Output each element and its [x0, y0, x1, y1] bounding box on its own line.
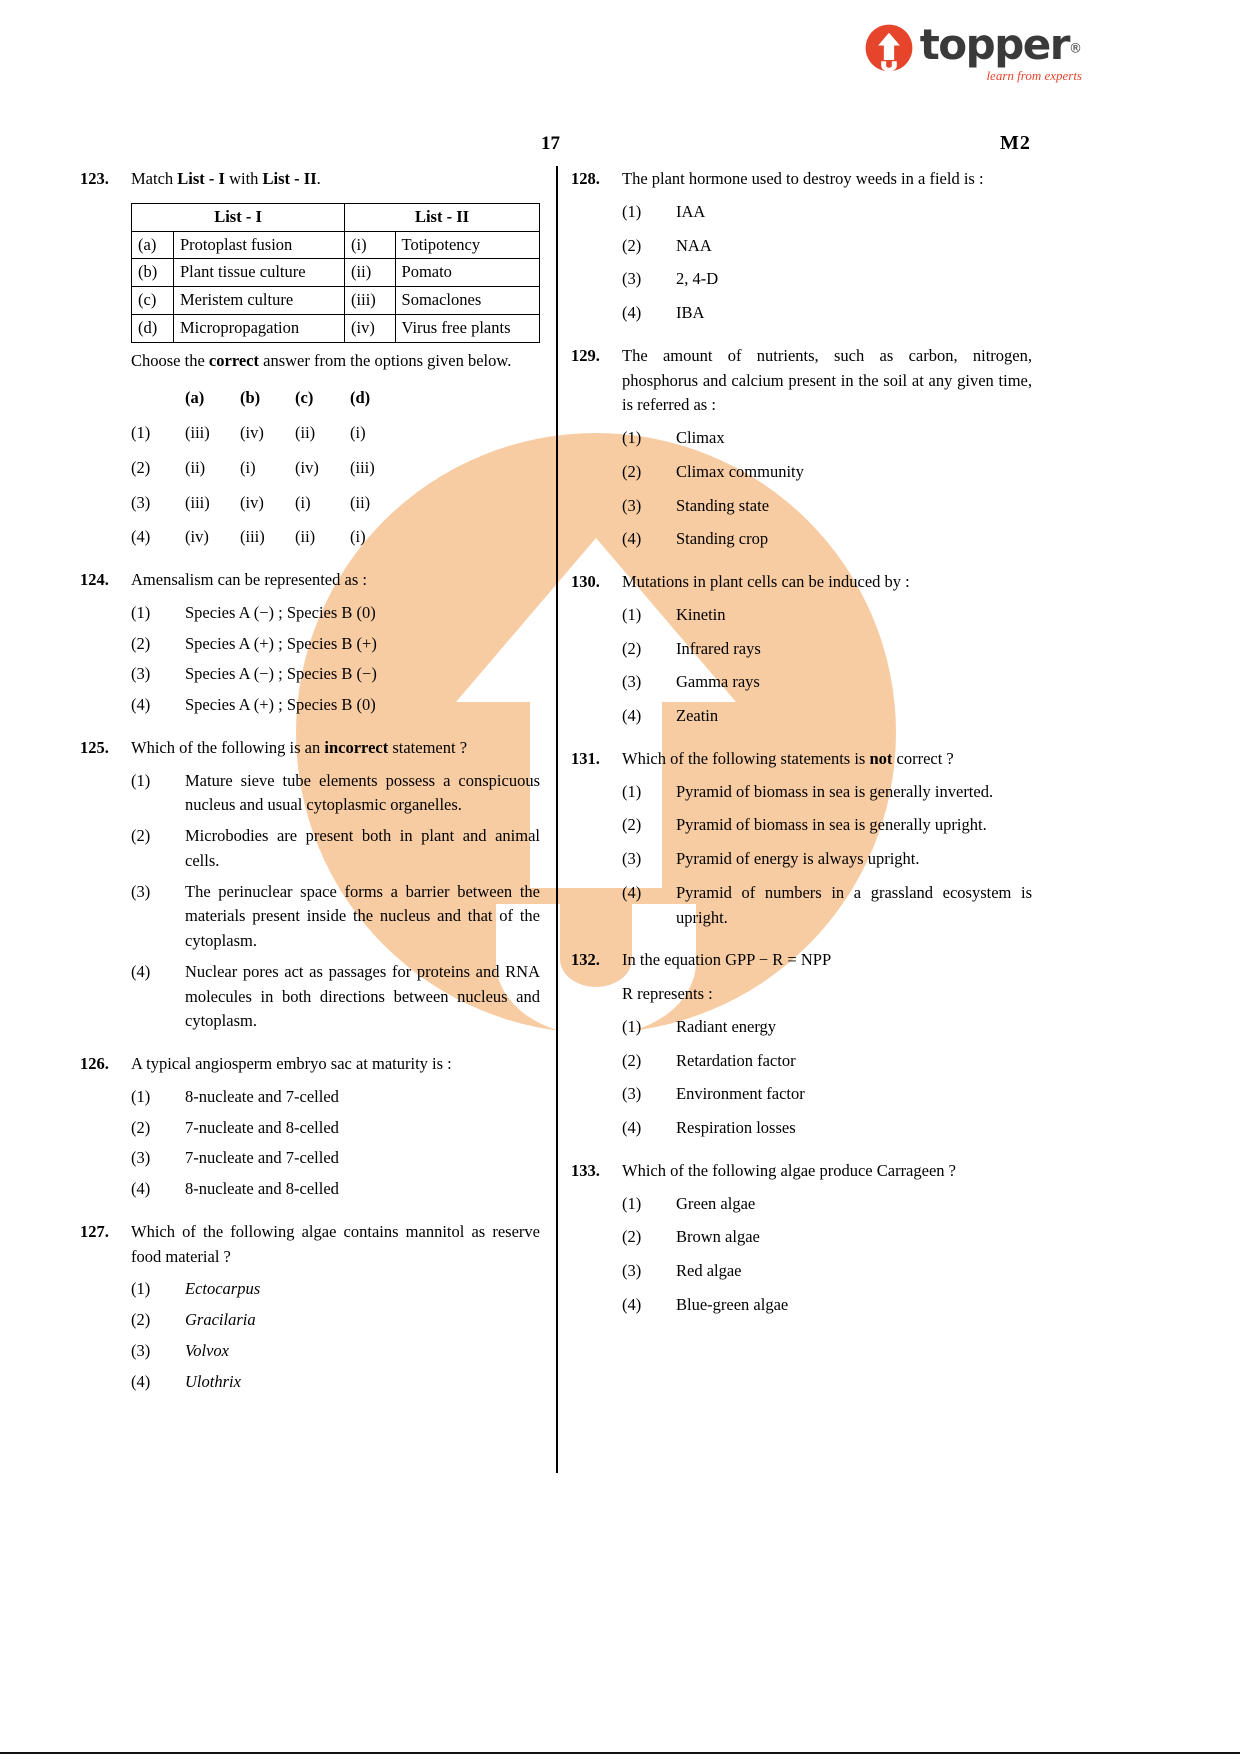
option: [131, 880, 540, 954]
option-number: (4): [622, 529, 642, 549]
question-number: 124.: [80, 570, 109, 589]
list1-item: Protoplast fusion: [174, 231, 345, 259]
list2-item: Virus free plants: [395, 314, 539, 342]
option-number: (2): [131, 826, 151, 845]
grid-cell: (ii): [350, 492, 371, 512]
row-label: (a): [132, 231, 174, 259]
grid-header: (c): [295, 388, 314, 408]
brand-text-block: [919, 20, 1082, 83]
table-head: [132, 203, 540, 231]
option-number: (1): [131, 602, 151, 622]
option-text: Pyramid of biomass in sea is generally inverted.: [676, 781, 994, 801]
text-run: statement ?: [388, 737, 468, 757]
grid-cell: (ii): [295, 527, 316, 547]
option: [622, 426, 1032, 451]
question-131: [571, 747, 1032, 931]
options-list: [622, 1192, 1032, 1318]
option-number: (4): [622, 706, 642, 725]
option: [131, 1308, 540, 1333]
text-run: Choose the: [131, 350, 209, 370]
option-number: (3): [622, 1261, 642, 1280]
option-text: Infrared rays: [676, 638, 761, 658]
option: [622, 780, 1032, 805]
options-list: [622, 1015, 1032, 1141]
option-text: Environment factor: [676, 1084, 805, 1104]
option-text: Red algae: [676, 1261, 742, 1280]
question-head: [571, 570, 1032, 595]
question-130: [571, 570, 1032, 729]
table-row: [132, 231, 540, 259]
option: [622, 460, 1032, 485]
option: [622, 527, 1032, 552]
option-number: (3): [131, 881, 151, 901]
question-129: [571, 344, 1032, 552]
text-run-bold: List - II: [262, 169, 317, 188]
list1-item: Plant tissue culture: [174, 259, 345, 287]
brand-logo: [865, 20, 1082, 83]
option-text: Nuclear pores act as passages for proteins and RNA molecules in both directions between nucleus and cytoplasm.: [185, 961, 540, 1031]
grid-cell: (iii): [240, 527, 265, 547]
question-number: 130.: [571, 572, 600, 591]
option-text: Gracilaria: [185, 1310, 256, 1329]
question-text: [131, 736, 540, 761]
option-text: IAA: [676, 201, 706, 221]
option-text: Standing state: [676, 495, 770, 515]
option-number: (2): [131, 1310, 151, 1329]
option: [622, 1049, 1032, 1074]
option-number: (1): [622, 201, 642, 221]
option-text: Radiant energy: [676, 1016, 777, 1036]
grid-header: (b): [240, 388, 261, 408]
option: [622, 234, 1032, 259]
brand-tagline: learn from experts: [986, 67, 1082, 83]
brand-name: topper: [919, 20, 1069, 69]
option: [622, 603, 1032, 628]
option-number: (3): [622, 672, 642, 692]
option: [131, 769, 540, 819]
question-head: [80, 167, 540, 192]
options-list: [622, 603, 1032, 729]
grid-cell: (iv): [185, 527, 209, 547]
option-number: (1): [131, 1279, 151, 1299]
option-number: (1): [622, 781, 642, 801]
list2-item: Somaclones: [395, 287, 539, 315]
option-number: (2): [622, 638, 642, 658]
list2-item: Totipotency: [395, 231, 539, 259]
list2-item: Pomato: [395, 259, 539, 287]
question-head: [571, 948, 1032, 973]
question-text: Amensalism can be represented as :: [131, 570, 367, 589]
question-125: [80, 736, 540, 1034]
option-number: (2): [622, 1050, 642, 1070]
column-divider: [556, 166, 558, 1473]
grid-cell: (iii): [185, 492, 210, 512]
question-128: [571, 167, 1032, 326]
question-head: [80, 1052, 540, 1077]
option-number: (1): [131, 1086, 151, 1106]
option: [622, 301, 1032, 326]
option: [622, 1082, 1032, 1107]
roman-label: (iv): [345, 314, 395, 342]
table-header-row: [132, 203, 540, 231]
text-run: with: [224, 169, 263, 188]
option: [131, 1085, 540, 1110]
option-text: Microbodies are present both in plant and animal cells.: [185, 826, 540, 870]
option-text: Species A (−) ; Species B (0): [185, 602, 376, 622]
option: [622, 1259, 1032, 1284]
option-text: NAA: [676, 235, 712, 255]
text-run: Match: [131, 169, 178, 188]
option-text: 7-nucleate and 7-celled: [185, 1148, 339, 1168]
option-text: Gamma rays: [676, 672, 760, 692]
option-text: The perinuclear space forms a barrier between the materials present inside the nucleus and that of the cytoplasm.: [185, 881, 540, 950]
option-text: Climax: [676, 428, 725, 447]
list1-item: Meristem culture: [174, 287, 345, 315]
option-number: (2): [622, 1227, 642, 1247]
option-text: Zeatin: [676, 706, 719, 725]
option: [622, 1192, 1032, 1217]
text-run: Which of the following statements is: [622, 748, 870, 768]
question-equation: In the equation GPP − R = NPP: [622, 950, 832, 970]
option: [131, 662, 540, 687]
question-number: 123.: [80, 169, 109, 188]
option: [131, 1277, 540, 1302]
option-number: (4): [131, 1371, 151, 1391]
option-text: Brown algae: [676, 1227, 760, 1247]
options-list: [131, 1085, 540, 1202]
option-text: 8-nucleate and 7-celled: [185, 1086, 339, 1106]
question-127: [80, 1220, 540, 1395]
options-list: [131, 769, 540, 1035]
option-number: (3): [622, 1084, 642, 1104]
option-number: (3): [622, 495, 642, 515]
question-number: 125.: [80, 737, 109, 757]
option-text: Pyramid of numbers in a grassland ecosystem is upright.: [676, 882, 1032, 927]
option-number: (1): [622, 604, 642, 624]
grid-header: (d): [350, 388, 371, 408]
option-number: (3): [131, 664, 151, 684]
option: [622, 637, 1032, 662]
question-123: [80, 167, 540, 550]
grid-cell-empty: [131, 386, 185, 411]
option-text: 8-nucleate and 8-celled: [185, 1179, 339, 1198]
question-number: 129.: [571, 345, 600, 365]
question-132: [571, 948, 1032, 1141]
option-text: Mature sieve tube elements possess a conspicuous nucleus and usual cytoplasmic organelles.: [185, 770, 540, 815]
question-126: [80, 1052, 540, 1202]
question-head: [571, 167, 1032, 192]
option-text: Standing crop: [676, 529, 769, 549]
option-number: (1): [131, 770, 151, 790]
table-row: [132, 314, 540, 342]
question-head: [571, 1159, 1032, 1184]
grid-cell: (iii): [350, 457, 375, 477]
question-text: Mutations in plant cells can be induced by :: [622, 572, 910, 591]
answer-grid: [131, 386, 540, 550]
option: [622, 1225, 1032, 1250]
question-head: [80, 1220, 540, 1270]
question-text: The amount of nutrients, such as carbon, nitrogen, phosphorus and calcium present in the soil at any given time, is referred as :: [622, 345, 1032, 415]
row-label: (b): [132, 259, 174, 287]
question-number: 133.: [571, 1160, 600, 1180]
option: [622, 267, 1032, 292]
option-number: (3): [131, 1148, 151, 1168]
option: [622, 1015, 1032, 1040]
roman-label: (i): [345, 231, 395, 259]
option-number: (4): [131, 695, 151, 714]
option-text: Pyramid of biomass in sea is generally upright.: [676, 815, 987, 835]
option-number: (2): [131, 457, 151, 477]
option-text: 2, 4-D: [676, 269, 719, 289]
option-text: Species A (+) ; Species B (+): [185, 633, 377, 653]
list1-header: List - I: [132, 203, 345, 231]
grid-cell: (i): [350, 527, 366, 547]
option: [622, 813, 1032, 838]
option: [131, 1370, 540, 1395]
options-list: [622, 200, 1032, 326]
option-number: (3): [622, 849, 642, 868]
row-label: (d): [132, 314, 174, 342]
option: [622, 704, 1032, 729]
grid-header: (a): [185, 388, 205, 408]
option: [131, 824, 540, 874]
option-number: (3): [131, 492, 151, 512]
table-row: [132, 259, 540, 287]
option-text: Volvox: [185, 1340, 229, 1360]
option-number: (4): [622, 1118, 642, 1137]
text-run-bold: not: [869, 748, 893, 768]
question-number: 131.: [571, 748, 600, 768]
option-number: (2): [131, 1117, 151, 1137]
option: [131, 693, 540, 718]
option: [622, 881, 1032, 931]
option-text: Retardation factor: [676, 1050, 796, 1070]
grid-cell: (i): [295, 492, 311, 512]
option: [131, 1339, 540, 1364]
question-text: The plant hormone used to destroy weeds in a field is :: [622, 169, 984, 188]
match-list-table: [131, 203, 540, 343]
options-list: [131, 601, 540, 718]
grid-cell: (iv): [295, 457, 319, 477]
text-run: Which of the following is an: [131, 737, 325, 757]
text-run-bold: incorrect: [324, 737, 389, 757]
list1-item: Micropropagation: [174, 314, 345, 342]
option-number: (4): [622, 1294, 642, 1314]
option-text: Pyramid of energy is always upright.: [676, 849, 920, 868]
left-column: [80, 167, 540, 1412]
question-124: [80, 568, 540, 718]
grid-cell: (i): [350, 423, 366, 442]
list2-header: List - II: [345, 203, 540, 231]
table-body: [132, 231, 540, 342]
option: [131, 1177, 540, 1202]
option-text: Kinetin: [676, 604, 726, 624]
option-number: (3): [622, 269, 642, 289]
question-number: 126.: [80, 1054, 109, 1073]
option-number: (4): [622, 882, 642, 902]
options-list: [622, 780, 1032, 931]
question-head: [571, 747, 1032, 772]
option: [622, 1293, 1032, 1318]
option: [131, 632, 540, 657]
grid-cell: (iii): [185, 423, 210, 442]
grid-cell: (iv): [240, 423, 264, 442]
question-number: 132.: [571, 950, 600, 970]
table-row: [132, 287, 540, 315]
utopper-logo-icon: [865, 24, 913, 72]
option: [622, 1116, 1032, 1141]
option-text: Respiration losses: [676, 1118, 796, 1137]
grid-cell: (iv): [240, 492, 264, 512]
text-run: correct ?: [892, 748, 954, 768]
page-number: 17: [541, 133, 560, 154]
option: [622, 670, 1032, 695]
option-number: (1): [622, 428, 642, 447]
option: [622, 494, 1032, 519]
text-run-bold: correct: [208, 350, 259, 370]
option-number: (2): [622, 815, 642, 835]
text-run: answer from the options given below.: [259, 350, 512, 370]
row-label: (c): [132, 287, 174, 315]
question-text: [622, 747, 1032, 772]
question-text: A typical angiosperm embryo sac at maturity is :: [131, 1054, 452, 1073]
options-list: [131, 1277, 540, 1394]
option-text: Green algae: [676, 1193, 756, 1213]
question-text: Which of the following algae produce Carrageen ?: [622, 1160, 956, 1180]
registered-mark: ®: [1069, 41, 1082, 57]
roman-label: (ii): [345, 259, 395, 287]
option-text: Ulothrix: [185, 1371, 241, 1391]
roman-label: (iii): [345, 287, 395, 315]
option-number: (4): [131, 1179, 151, 1198]
option-number: (4): [131, 527, 151, 547]
text-run-bold: List - I: [177, 169, 225, 188]
option-number: (1): [622, 1193, 642, 1213]
option: [131, 601, 540, 626]
choose-instruction: [131, 349, 540, 374]
text-run: .: [316, 169, 321, 188]
question-head: [571, 344, 1032, 418]
question-number: 127.: [80, 1221, 109, 1241]
option-text: Species A (−) ; Species B (−): [185, 664, 377, 684]
option-number: (4): [622, 303, 642, 322]
option-number: (1): [131, 423, 151, 442]
option: [131, 1116, 540, 1141]
option-number: (2): [131, 633, 151, 653]
option-number: (4): [131, 961, 151, 981]
options-list: [622, 426, 1032, 552]
grid-cell: (ii): [185, 457, 206, 477]
question-133: [571, 1159, 1032, 1318]
option: [131, 1146, 540, 1171]
option-text: Climax community: [676, 461, 804, 481]
question-head: [80, 736, 540, 761]
paper-code: M2: [1000, 132, 1031, 154]
right-column: [571, 167, 1032, 1336]
option-number: (2): [622, 461, 642, 481]
option: [131, 960, 540, 1034]
question-subtext: R represents :: [622, 984, 713, 1003]
option-text: Ectocarpus: [185, 1279, 261, 1299]
question-head: [80, 568, 540, 593]
option-number: (1): [622, 1016, 642, 1036]
option: [622, 200, 1032, 225]
bottom-rule: [0, 1752, 1240, 1754]
question-text: Which of the following algae contains mannitol as reserve food material ?: [131, 1221, 540, 1266]
option-number: (2): [622, 235, 642, 255]
question-text: [131, 167, 540, 192]
grid-cell: (ii): [295, 423, 316, 442]
option-number: (3): [131, 1340, 151, 1360]
grid-cell: (i): [240, 457, 256, 477]
option: [622, 847, 1032, 872]
option-text: Species A (+) ; Species B (0): [185, 695, 376, 714]
option-text: 7-nucleate and 8-celled: [185, 1117, 339, 1137]
option-text: Blue-green algae: [676, 1294, 789, 1314]
question-number: 128.: [571, 169, 600, 188]
option-text: IBA: [676, 303, 705, 322]
